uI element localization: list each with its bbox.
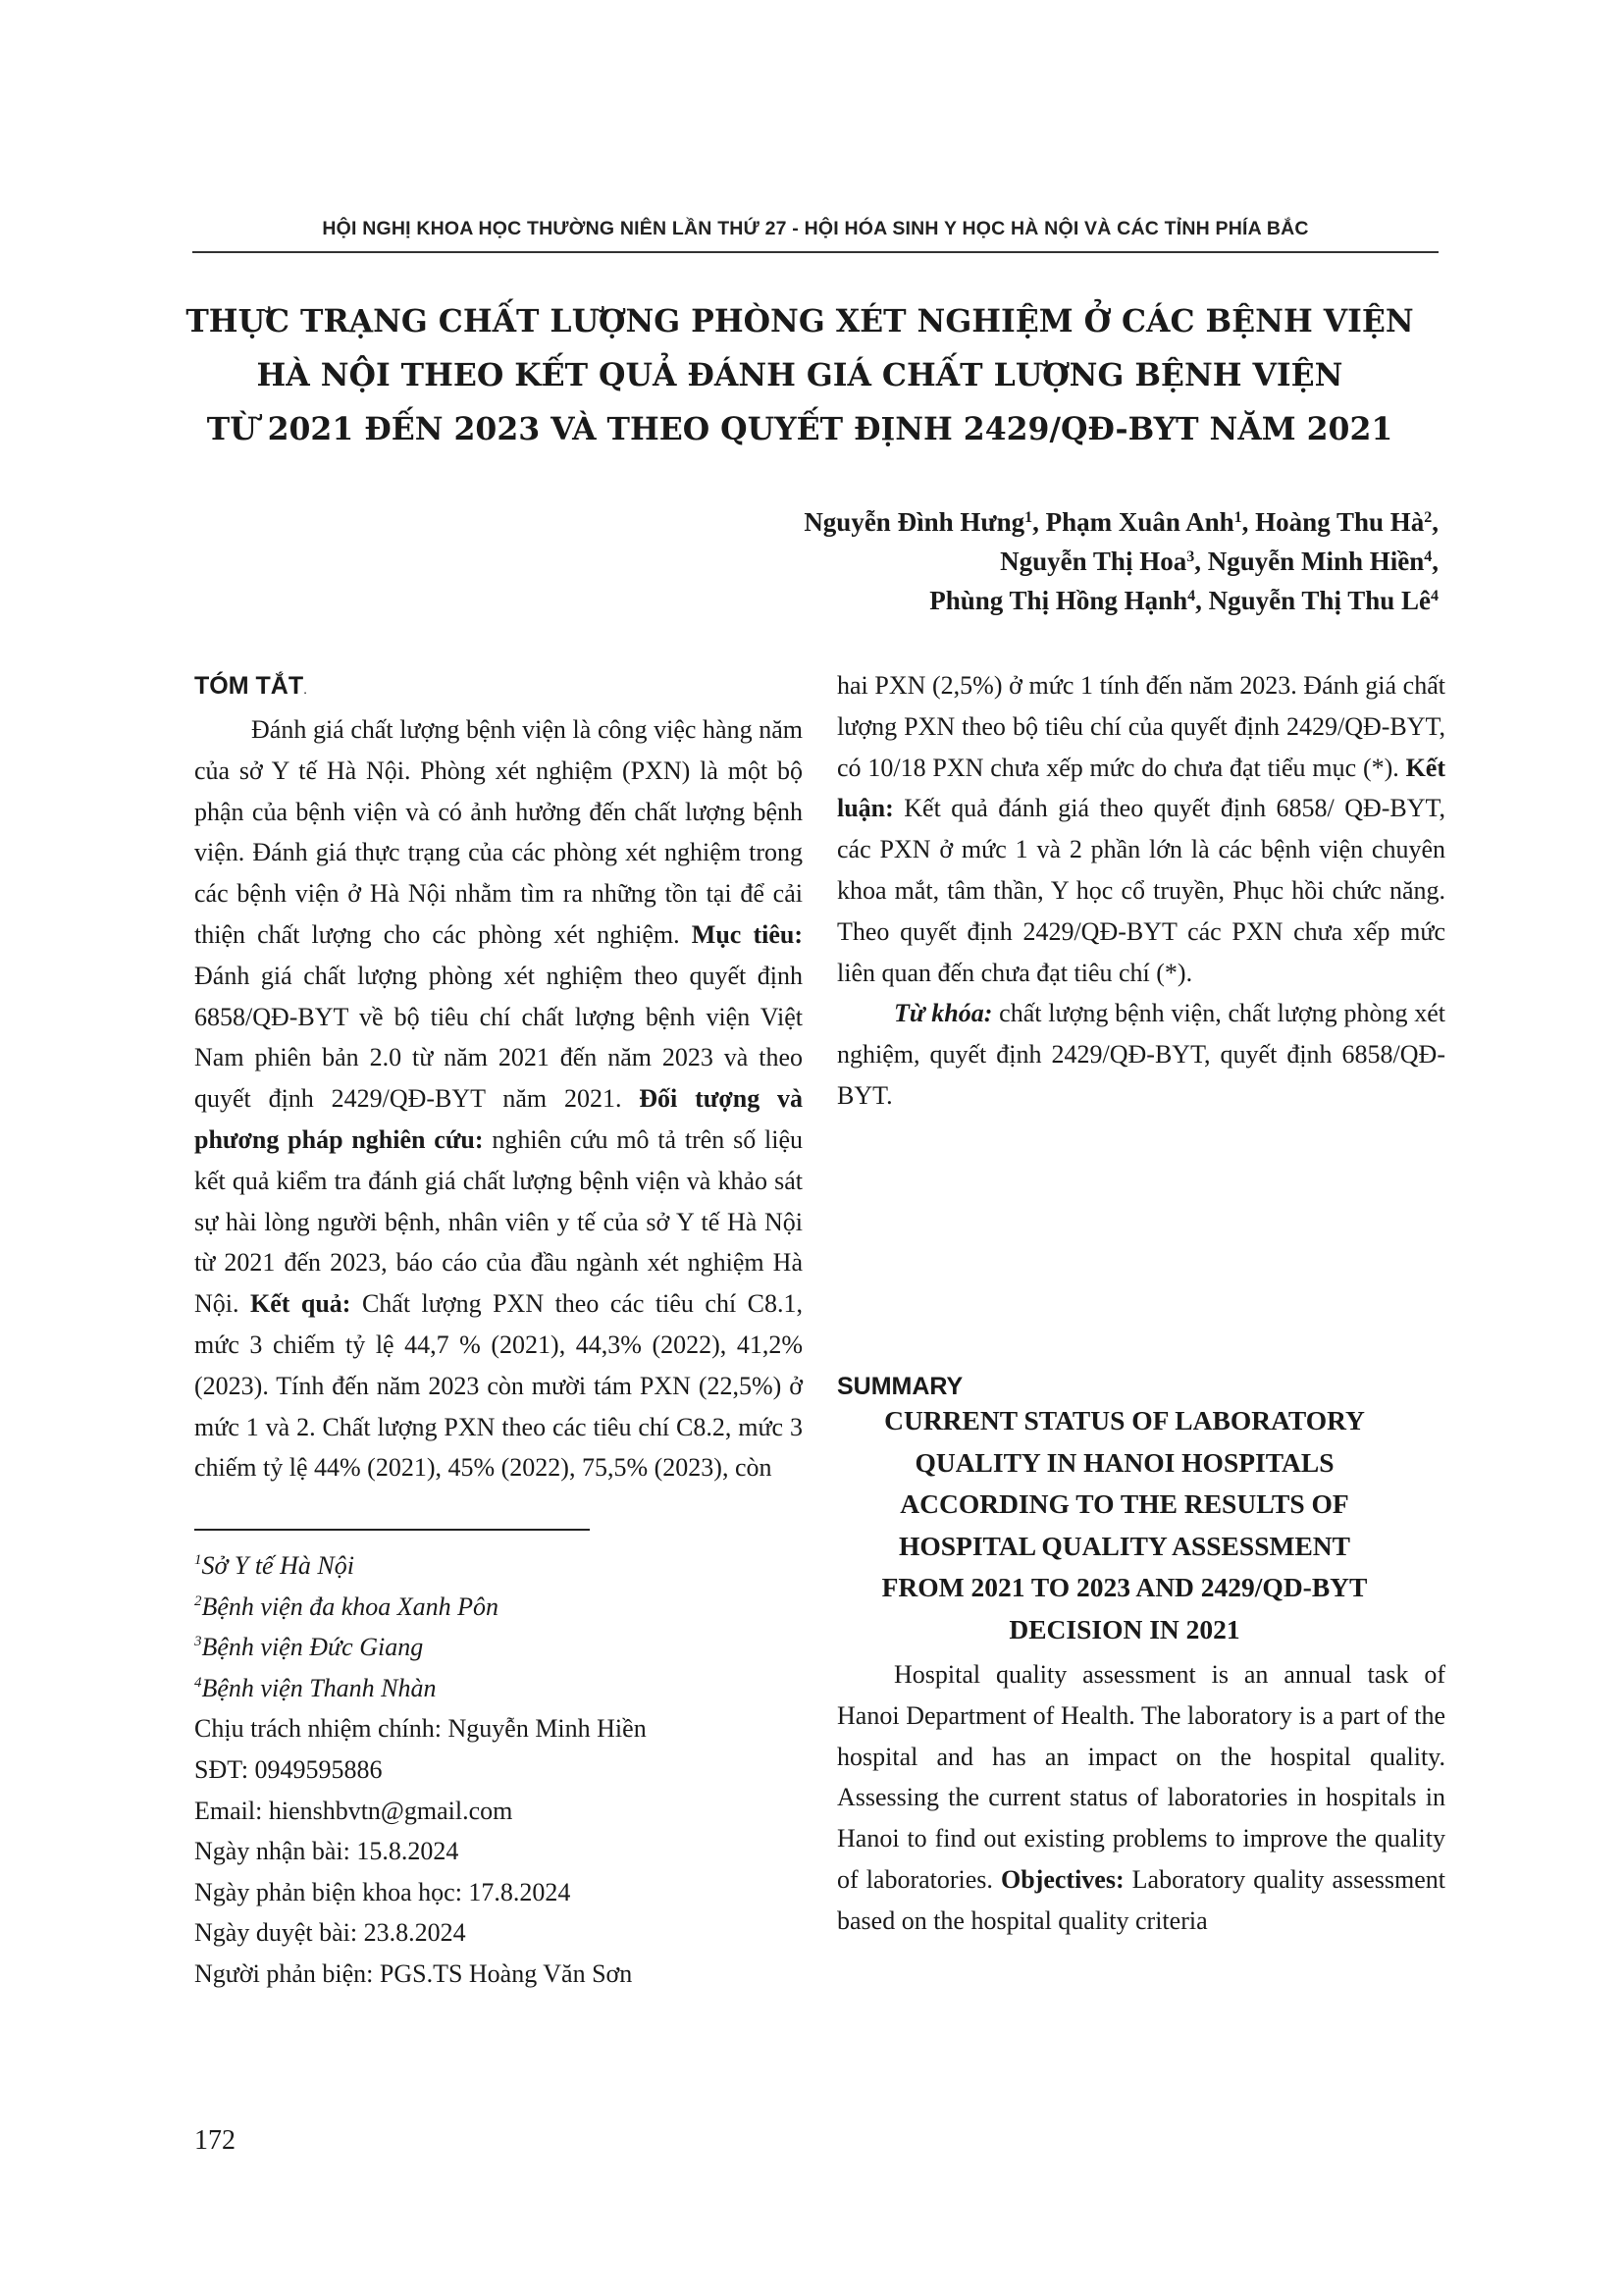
abstract-paragraph-continued (837, 665, 1445, 993)
affiliation-text: Bệnh viện Đức Giang (201, 1633, 424, 1662)
methods-label: Đối tượng và phương pháp nghiên cứu: (194, 1084, 803, 1154)
article-title (147, 294, 1452, 456)
affiliation-mark: 1 (1024, 509, 1033, 526)
affiliation-footnote (194, 1545, 803, 1587)
author-name: Nguyễn Thị Hoa (1000, 547, 1187, 576)
phone-number: SĐT: 0949595886 (194, 1754, 383, 1784)
author-separator: , (1195, 586, 1209, 615)
english-title-line: CURRENT STATUS OF LABORATORY (884, 1405, 1365, 1435)
title-line: THỰC TRẠNG CHẤT LƯỢNG PHÒNG XÉT NGHIỆM Ở CÁC BỆNH VIỆN (185, 303, 1414, 339)
english-objectives-label: Objectives: (1000, 1864, 1125, 1894)
objective-label: Mục tiêu: (691, 919, 803, 949)
author-line (555, 502, 1439, 542)
affiliation-mark: 4 (1424, 548, 1433, 565)
email-address: Email: hienshbvtn@gmail.com (194, 1796, 513, 1825)
header-rule (192, 251, 1439, 253)
title-line: TỪ 2021 ĐẾN 2023 VÀ THEO QUYẾT ĐỊNH 2429/QĐ-BYT NĂM 2021 (206, 411, 1393, 447)
author-separator: , (1032, 507, 1046, 537)
affiliation-footnote (194, 1587, 803, 1628)
english-summary-paragraph (837, 1654, 1445, 1942)
author-name: Phạm Xuân Anh (1045, 507, 1234, 537)
review-date: Ngày phản biện khoa học: 17.8.2024 (194, 1877, 571, 1906)
accepted-date: Ngày duyệt bài: 23.8.2024 (194, 1918, 466, 1948)
author-name: Nguyễn Thị Thu Lê (1208, 586, 1431, 615)
english-title-line: FROM 2021 TO 2023 AND 2429/QD-BYT (881, 1572, 1368, 1602)
author-separator: , (1241, 507, 1256, 537)
author-separator: , (1432, 547, 1439, 576)
affiliation-mark: 4 (1431, 588, 1439, 604)
affiliation-mark: 1 (1233, 509, 1242, 526)
affiliation-mark: 3 (1186, 548, 1195, 565)
abstract-intro: Đánh giá chất lượng bệnh viện là công việc hàng năm của sở Y tế Hà Nội. Phòng xét nghiệm (PXN) là một bộ phận của bệnh viện và có ảnh hưởng đến chất lượng bệnh viện. Đánh giá thực trạng của các phòng xét nghiệm trong các bệnh viện ở Hà Nội nhằm tìm ra những tồn tại để cải thiện chất lượng cho các phòng xét nghiệm. (194, 715, 803, 949)
english-intro: Hospital quality assessment is an annual task of Hanoi Department of Health. The laboratory is a part of the hospital and has an impact on the hospital quality. Assessing the current status of laboratories in hospitals in Hanoi to find out existing problems to improve the quality of laboratories. (837, 1660, 1445, 1894)
keywords-text: chất lượng bệnh viện, chất lượng phòng xét nghiệm, quyết định 2429/QĐ-BYT, quyết định 6858/QĐ-BYT. (837, 999, 1446, 1110)
keywords-paragraph (837, 993, 1445, 1116)
affiliation-mark: 2 (1424, 509, 1433, 526)
footnote-mark: 3 (194, 1634, 202, 1650)
author-name: Nguyễn Đình Hưng (804, 507, 1025, 537)
footnote-mark: 2 (194, 1592, 202, 1609)
footnote-mark: 4 (194, 1674, 202, 1691)
corresponding-author: Chịu trách nhiệm chính: Nguyễn Minh Hiền (194, 1714, 647, 1744)
footnotes (194, 1545, 803, 1995)
footnote-rule (194, 1529, 590, 1531)
author-separator: , (1432, 507, 1439, 537)
english-title-line: HOSPITAL QUALITY ASSESSMENT (898, 1530, 1350, 1561)
footnote-mark: 1 (194, 1552, 202, 1568)
english-title-line: DECISION IN 2021 (1009, 1613, 1240, 1644)
author-line (555, 581, 1439, 620)
summary-heading: SUMMARY (837, 1373, 964, 1400)
methods-text: nghiên cứu mô tả trên số liệu kết quả kiểm tra đánh giá chất lượng bệnh viện và khảo sát sự hài lòng người bệnh, nhân viên y tế của sở Y tế Hà Nội từ 2021 đến 2023, báo cáo của đầu ngành xét nghiệm Hà Nội. (194, 1124, 803, 1319)
affiliation-text: Sở Y tế Hà Nội (201, 1551, 354, 1580)
english-title-line: QUALITY IN HANOI HOSPITALS (915, 1446, 1335, 1478)
received-date: Ngày nhận bài: 15.8.2024 (194, 1837, 459, 1866)
affiliation-mark: 4 (1187, 588, 1196, 604)
affiliation-footnote (194, 1668, 803, 1709)
results-text: hai PXN (2,5%) ở mức 1 tính đến năm 2023. Đánh giá chất lượng PXN theo bộ tiêu chí của quyết định 2429/QĐ-BYT, có 10/18 PXN chưa xếp mức do chưa đạt tiểu mục (*). (837, 671, 1445, 782)
abstract-column-right (837, 665, 1445, 1117)
author-name: Phùng Thị Hồng Hạnh (929, 586, 1188, 615)
affiliation-footnote (194, 1627, 803, 1668)
abstract-heading-dot: . (303, 681, 307, 697)
affiliation-text: Bệnh viện Thanh Nhàn (201, 1673, 437, 1702)
affiliation-text: Bệnh viện đa khoa Xanh Pôn (201, 1592, 499, 1621)
results-label: Kết quả: (249, 1289, 351, 1319)
title-line: HÀ NỘI THEO KẾT QUẢ ĐÁNH GIÁ CHẤT LƯỢNG BỆNH VIỆN (256, 357, 1343, 393)
author-name: Nguyễn Minh Hiền (1207, 547, 1425, 576)
english-objectives-text: Laboratory quality assessment based on the hospital quality criteria (837, 1864, 1445, 1935)
abstract-column-left (194, 665, 803, 1488)
author-list (555, 502, 1439, 620)
abstract-heading (194, 665, 803, 709)
author-separator: , (1194, 547, 1208, 576)
results-text: Chất lượng PXN theo các tiêu chí C8.1, mức 3 chiếm tỷ lệ 44,7 % (2021), 44,3% (2022), 41,2% (2023). Tính đến năm 2023 còn mười tám PXN (22,5%) ở mức 1 và 2. Chất lượng PXN theo các tiêu chí C8.2, mức 3 chiếm tỷ lệ 44% (2021), 45% (2022), 75,5% (2023), còn (194, 1289, 803, 1483)
page-number: 172 (194, 2125, 236, 2156)
abstract-heading-text: TÓM TẮT (194, 672, 304, 700)
english-title (830, 1400, 1419, 1650)
author-line (555, 542, 1439, 581)
english-title-line: ACCORDING TO THE RESULTS OF (900, 1488, 1349, 1519)
running-header: HỘI NGHỊ KHOA HỌC THƯỜNG NIÊN LẦN THỨ 27 - HỘI HÓA SINH Y HỌC HÀ NỘI VÀ CÁC TỈNH PHÍA BẮC (322, 218, 1309, 239)
keywords-label: Từ khóa: (894, 999, 993, 1028)
reviewer: Người phản biện: PGS.TS Hoàng Văn Sơn (194, 1958, 633, 1988)
conclusion-label: Kết luận: (837, 753, 1445, 823)
author-name: Hoàng Thu Hà (1255, 507, 1425, 537)
abstract-paragraph (194, 709, 803, 1488)
objective-text: Đánh giá chất lượng phòng xét nghiệm theo quyết định 6858/QĐ-BYT về bộ tiêu chí chất lượng bệnh viện Việt Nam phiên bản 2.0 từ năm 2021 đến năm 2023 và theo quyết định 2429/QĐ-BYT năm 2021. (194, 961, 803, 1114)
conclusion-text: Kết quả đánh giá theo quyết định 6858/ QĐ-BYT, các PXN ở mức 1 và 2 phần lớn là các bệnh viện chuyên khoa mắt, tâm thần, Y học cổ truyền, Phục hồi chức năng. Theo quyết định 2429/QĐ-BYT các PXN chưa xếp mức liên quan đến chưa đạt tiêu chí (*). (837, 794, 1446, 987)
